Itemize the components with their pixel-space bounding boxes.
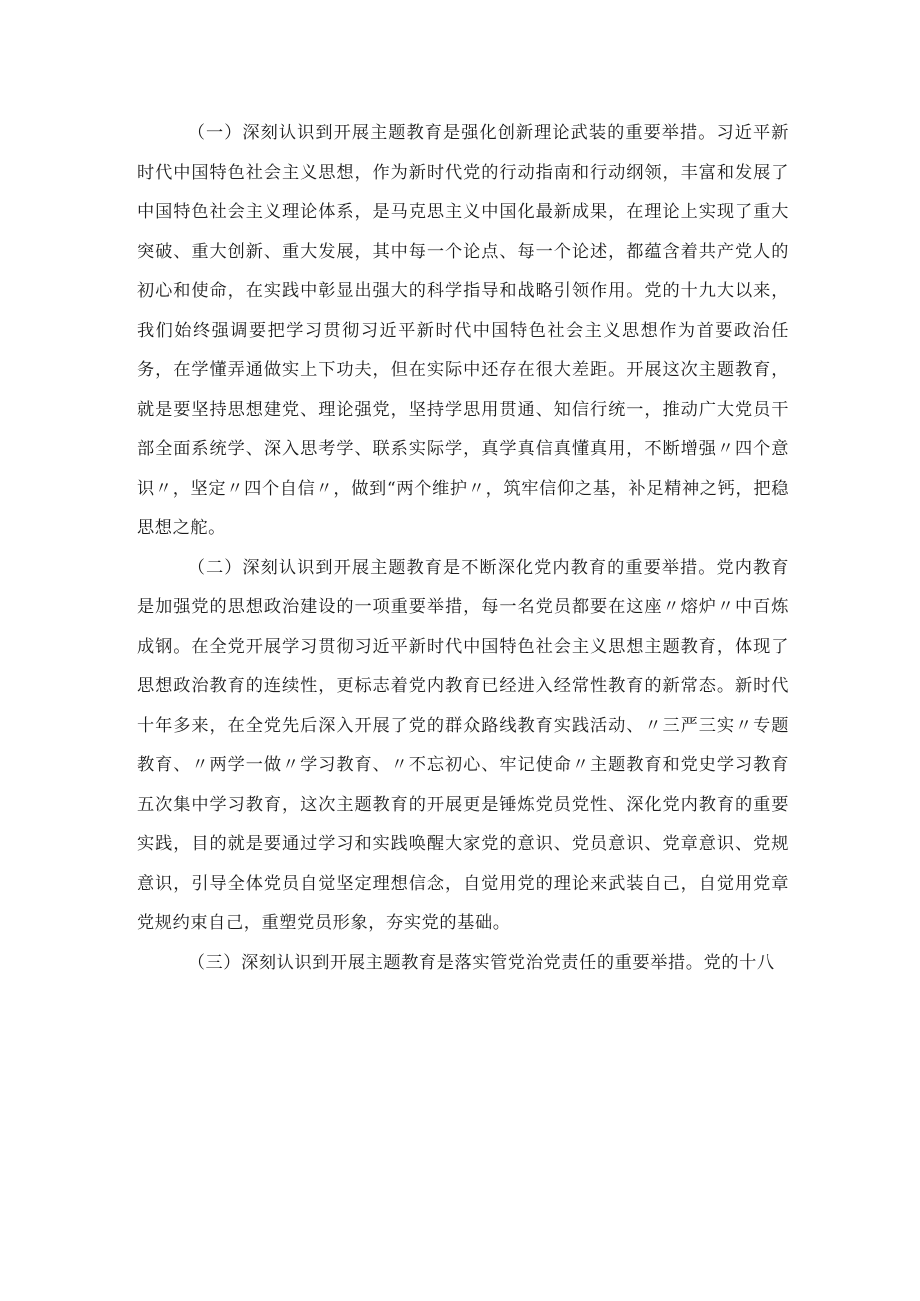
document-body — [137, 114, 789, 983]
paragraph-3: （三）深刻认识到开展主题教育是落实管党治党责任的重要举措。党的十八 — [187, 952, 775, 973]
paragraph-1: （一）深刻认识到开展主题教育是强化创新理论武装的重要举措。习近平新时代中国特色社会主义思想，作为新时代党的行动指南和行动纲领，丰富和发展了中国特色社会主义理论体系，是马克思主义中国化最新成果，在理论上实现了重大突破、重大创新、重大发展，其中每一个论点、每一个论述，都蕴含着共产党人的初心和使命，在实践中彰显出强大的科学指导和战略引领作用。党的十九大以来，我们始终强调要把学习贯彻习近平新时代中国特色社会主义思想作为首要政治任务，在学懂弄通做实上下功夫，但在实际中还存在很大差距。开展这次主题教育，就是要坚持思想建党、理论强党，坚持学思用贯通、知信行统一，推动广大党员干部全面系统学、深入思考学、联系实际学，真学真信真懂真用，不断增强〃四个意识〃，坚定〃四个自信〃，做到“两个维护〃，筑牢信仰之基，补足精神之钙，把稳思想之舵。 — [137, 123, 789, 538]
paragraph-2: （二）深刻认识到开展主题教育是不断深化党内教育的重要举措。党内教育是加强党的思想政治建设的一项重要举措，每一名党员都要在这座〃熔炉〃中百炼成钢。在全党开展学习贯彻习近平新时代中国特色社会主义思想主题教育，体现了思想政治教育的连续性，更标志着党内教育已经进入经常性教育的新常态。新时代十年多来，在全党先后深入开展了党的群众路线教育实践活动、〃三严三实〃专题教育、〃两学一做〃学习教育、〃不忘初心、牢记使命〃主题教育和党史学习教育五次集中学习教育，这次主题教育的开展更是锤炼党员党性、深化党内教育的重要实践，目的就是要通过学习和实践唤醒大家党的意识、党员意识、党章意识、党规意识，引导全体党员自觉坚定理想信念，自觉用党的理论来武装自己，自觉用党章党规约束自己，重塑党员形象，夯实党的基础。 — [137, 557, 789, 933]
